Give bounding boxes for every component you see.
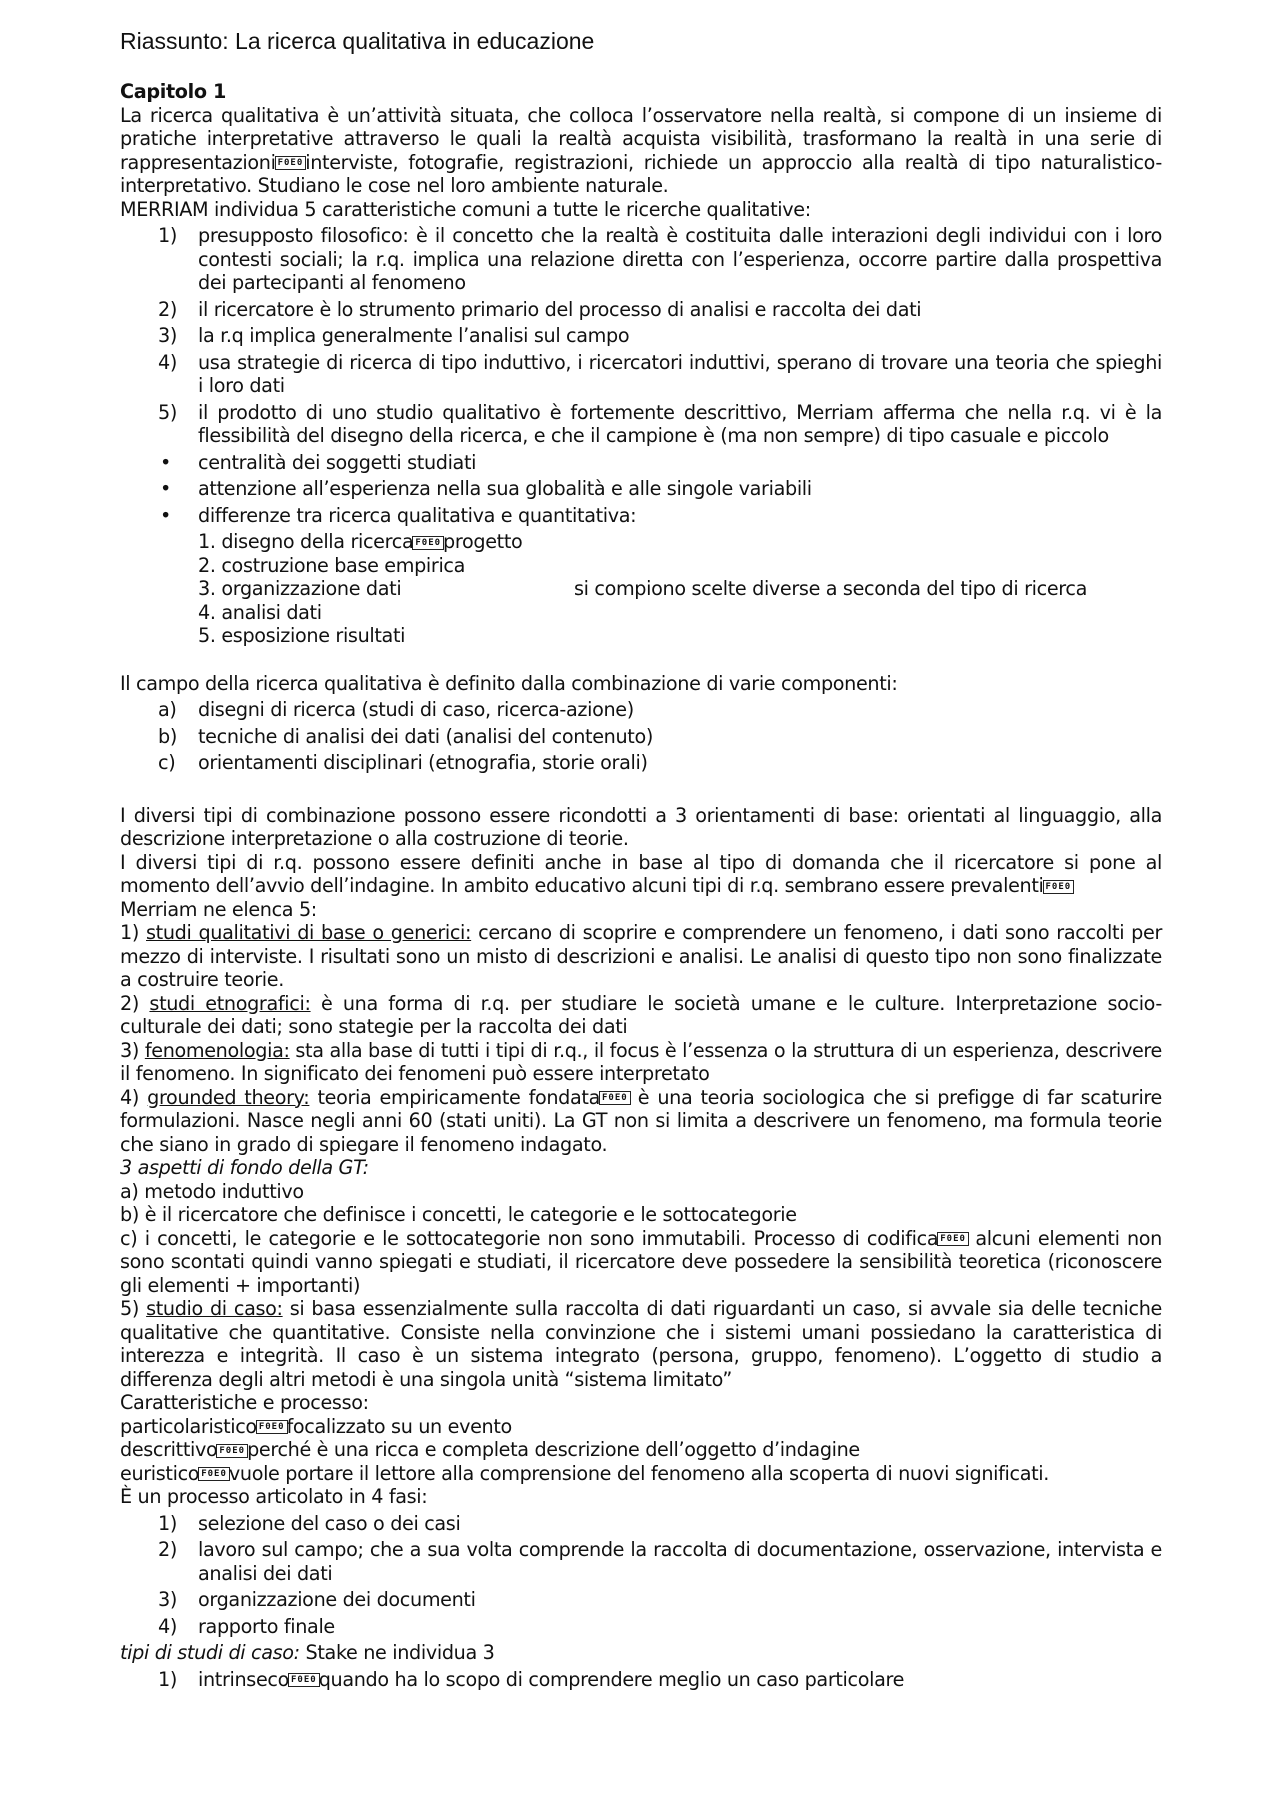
missing-glyph-icon: F0E0 [288,1673,320,1687]
paragraph: 5) studio di caso: si basa essenzialmente sulla raccolta di dati riguardanti un caso, si avvale sia delle tecniche qualitative che quantitative. Consiste nella convinzione che i sistemi umani possiedano la caratteristica di interezza e integrità. Il caso è un sistema integrato (persona, gruppo, fenomeno). L’oggetto di studio a differenza degli altri metodi è una singola unità “sistema limitato” [120,1297,1162,1391]
list-item: 5) il prodotto di uno studio qualitativo è fortemente descrittivo, Merriam afferma che nella r.q. vi è la flessibilità del disegno della ricerca, e che il campione è (ma non sempre) di tipo casuale e piccolo [158,400,1162,447]
paragraph: È un processo articolato in 4 fasi: [120,1485,428,1508]
bullet-item: • attenzione all’esperienza nella sua globalità e alle singole variabili [160,477,812,500]
research-steps: 1. disegno della ricerca F0E0 progetto 2. costruzione base empirica 3. organizzazione dati 4. analisi dati 5. esposizione risultati si compiono scelte diverse a seconda del tipo di ricerca [198,530,1088,647]
paragraph: c) i concetti, le categorie e le sottocategorie non sono immutabili. Processo di codifica F0E0 alcuni elementi non sono scontati quindi vanno spiegati e studiati, il ricercatore deve possedere la sensibilità teoretica (riconoscere gli elementi + importanti) [120,1226,1162,1297]
paragraph: euristico F0E0 vuole portare il lettore alla comprensione del fenomeno alla scoperta di nuovi significati. [120,1461,1050,1485]
missing-glyph-icon: F0E0 [256,1420,288,1434]
document-body [120,80,1162,1694]
bullet-item: • centralità dei soggetti studiati [160,450,477,474]
paragraph: La ricerca qualitativa è un’attività situata, che colloca l’osservatore nella realtà, si compone di un insieme di pratiche interpretative attraverso le quali la realtà acquista visibilità, trasformano la realtà in una serie di rappresentazioni F0E0 interviste, fotografie, registrazioni, richiede un approccio alla realtà di tipo naturalistico-interpretativo. Studiano le cose nel loro ambiente naturale. [120,103,1162,197]
paragraph: Il campo della ricerca qualitativa è definito dalla combinazione di varie componenti: [120,671,898,695]
list-item: c) orientamenti disciplinari (etnografia, storie orali) [158,751,648,774]
paragraph: 1) studi qualitativi di base o generici: cercano di scoprire e comprendere un fenomeno, i dati sono raccolti per mezzo di interviste. I risultati sono un misto di descrizioni e analisi. Le analisi di questo tipo non sono finalizzate a costruire teorie. [120,921,1163,991]
missing-glyph-icon: F0E0 [198,1467,230,1481]
list-item: 2) il ricercatore è lo strumento primario del processo di analisi e raccolta dei dati [158,297,922,321]
steps-note: si compiono scelte diverse a seconda del tipo di ricerca [574,577,1088,600]
paragraph: Caratteristiche e processo: [120,1391,369,1414]
list-item: 1) presupposto filosofico: è il concetto che la realtà è costituita dalle interazioni degli individui con i loro contesti sociali; la r.q. implica una relazione diretta con l’esperienza, occorre partire dalla prospettiva dei partecipanti al fenomeno [158,224,1162,294]
list-item: 3) organizzazione dei documenti [158,1588,476,1611]
paragraph: b) è il ricercatore che definisce i concetti, le categorie e le sottocategorie [120,1203,797,1226]
list-item: 1) selezione del caso o dei casi [158,1511,461,1535]
subheading: 3 aspetti di fondo della GT: [120,1156,369,1179]
paragraph: I diversi tipi di r.q. possono essere definiti anche in base al tipo di domanda che il ricercatore si pone al momento dell’avvio dell’indagine. In ambito educativo alcuni tipi di r.q. sembrano essere prevalenti F0E0 [120,850,1162,897]
list-item: b) tecniche di analisi dei dati (analisi del contenuto) [158,724,653,748]
chapter-heading: Capitolo 1 [120,80,226,103]
paragraph: particolaristico F0E0 focalizzato su un evento [120,1414,512,1438]
missing-glyph-icon: F0E0 [216,1444,248,1458]
list-item: 4) rapporto finale [158,1614,335,1638]
paragraph: MERRIAM individua 5 caratteristiche comuni a tutte le ricerche qualitative: [120,197,811,221]
paragraph: a) metodo induttivo [120,1179,304,1203]
paragraph: 4) grounded theory: teoria empiricamente fondata F0E0 è una teoria sociologica che si prefigge di far scaturire formulazioni. Nasce negli anni 60 (stati uniti). La GT non si limita a descrivere un fenomeno, ma formula teorie che siano in grado di spiegare il fenomeno indagato. [120,1085,1162,1156]
missing-glyph-icon: F0E0 [412,536,444,550]
list-item: 4) usa strategie di ricerca di tipo induttivo, i ricercatori induttivi, sperano di trovare una teoria che spieghi i loro dati [158,350,1162,397]
missing-glyph-icon: F0E0 [1043,880,1075,894]
paragraph: Merriam ne elenca 5: [120,897,317,921]
bullet-item: • differenze tra ricerca qualitativa e quantitativa: [160,503,637,527]
missing-glyph-icon: F0E0 [275,156,307,170]
paragraph: 3) fenomenologia: sta alla base di tutti i tipi di r.q., il focus è l’essenza o la struttura di un esperienza, descrivere il fenomeno. In significato dei fenomeni può essere interpretato [120,1038,1163,1085]
list-item: 2) lavoro sul campo; che a sua volta comprende la raccolta di documentazione, osservazione, intervista e analisi dei dati [158,1538,1162,1585]
list-item: 1) intrinseco F0E0 quando ha lo scopo di comprendere meglio un caso particolare [158,1667,905,1691]
paragraph: descrittivo F0E0 perché è una ricca e completa descrizione dell’oggetto d’indagine [120,1438,860,1461]
list-item: a) disegni di ricerca (studi di caso, ricerca-azione) [158,698,634,721]
paragraph: 2) studi etnografici: è una forma di r.q. per studiare le società umane e le culture. Interpretazione socio-culturale dei dati; sono stategie per la raccolta dei dati [120,991,1162,1038]
document-title: Riassunto: La ricerca qualitativa in educazione [120,28,595,54]
missing-glyph-icon: F0E0 [937,1232,969,1246]
paragraph: tipi di studi di caso: Stake ne individua 3 [120,1641,495,1664]
paragraph: I diversi tipi di combinazione possono essere ricondotti a 3 orientamenti di base: orientati al linguaggio, alla descrizione interpretazione o alla costruzione di teorie. [120,803,1162,850]
list-item: 3) la r.q implica generalmente l’analisi sul campo [158,324,630,347]
missing-glyph-icon: F0E0 [599,1091,631,1105]
